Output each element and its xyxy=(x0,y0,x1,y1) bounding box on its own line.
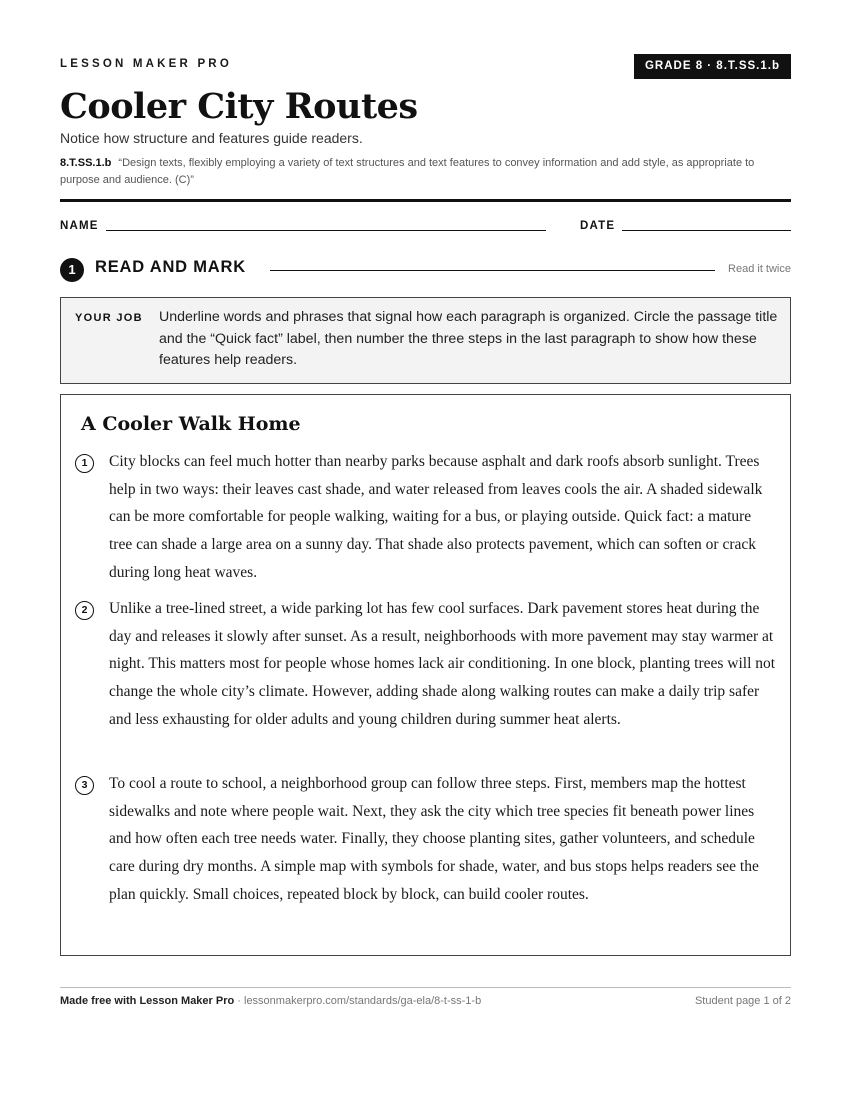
paragraph-text-2: Unlike a tree-lined street, a wide parking lot has few cool surfaces. Dark pavement stores heat during the day and releases it slowly after sunset. As a result, neighborhoods with more pavement may stay warmer at night. This matters most for people whose homes lack air conditioning. In one block, planting trees will not change the whole city’s climate. However, adding shade along walking routes can make a daily trip safer and less exhausting for older adults and young children during summer heat alerts. xyxy=(109,600,776,728)
name-label: NAME xyxy=(60,220,99,232)
section-note: Read it twice xyxy=(728,263,791,275)
footer-credit xyxy=(60,995,481,1007)
paragraph-number-2: 2 xyxy=(75,601,94,620)
standard-text: “Design texts, flexibly employing a variety of text structures and text features to convey information and add style, as appropriate to purpose and audience. (C)” xyxy=(60,157,755,186)
standard-code: 8.T.SS.1.b xyxy=(60,157,112,169)
page-title: Cooler City Routes xyxy=(60,86,418,127)
page-indicator: Student page 1 of 2 xyxy=(694,995,791,1007)
name-field[interactable] xyxy=(106,230,546,231)
section-title: READ AND MARK xyxy=(95,258,246,276)
date-field[interactable] xyxy=(622,230,791,231)
paragraph-number-1: 1 xyxy=(75,454,94,473)
instructions-box xyxy=(60,297,791,384)
paragraph-text-3: To cool a route to school, a neighborhood group can follow three steps. First, members map the hottest sidewalks and note where people wait. Next, they ask the city which tree species fit beneath power lines and how often each tree needs water. Finally, they choose planting sites, gather volunteers, and schedule care during dry months. A simple map with symbols for shade, water, and bus stops helps readers see the plan quickly. Small choices, repeated block by block, can build cooler routes. xyxy=(109,775,759,903)
page-subtitle: Notice how structure and features guide readers. xyxy=(60,130,363,146)
paragraph-number-3: 3 xyxy=(75,776,94,795)
paragraph-text-1: City blocks can feel much hotter than nearby parks because asphalt and dark roofs absorb sunlight. Trees help in two ways: their leaves cast shade, and water released from leaves cools the air. A shaded sidewalk can be more comfortable for people walking, waiting for a bus, or playing outside. Quick fact: a mature tree can shade a large area on a sunny day. That shade also protects pavement, which can soften or crack during long heat waves. xyxy=(109,453,763,581)
standard-description xyxy=(60,155,791,189)
brand-name: LESSON MAKER PRO xyxy=(60,58,232,70)
date-label: DATE xyxy=(580,220,616,232)
footer-url: · lessonmakerpro.com/standards/ga-ela/8-t-ss-1-b xyxy=(234,995,482,1007)
reading-passage xyxy=(60,394,791,956)
passage-title: A Cooler Walk Home xyxy=(81,413,301,435)
footer-maker: Made free with Lesson Maker Pro xyxy=(60,995,235,1007)
section-divider xyxy=(270,270,715,271)
instructions-text: Underline words and phrases that signal how each paragraph is organized. Circle the passage title and the “Quick fact” label, then number the three steps in the last paragraph to show how these features help readers. xyxy=(159,309,778,368)
footer-divider xyxy=(60,987,791,988)
section-number-badge: 1 xyxy=(60,258,84,282)
grade-badge: GRADE 8 · 8.T.SS.1.b xyxy=(634,54,791,79)
instructions-label: YOUR JOB xyxy=(75,312,143,324)
header-divider xyxy=(60,199,791,202)
